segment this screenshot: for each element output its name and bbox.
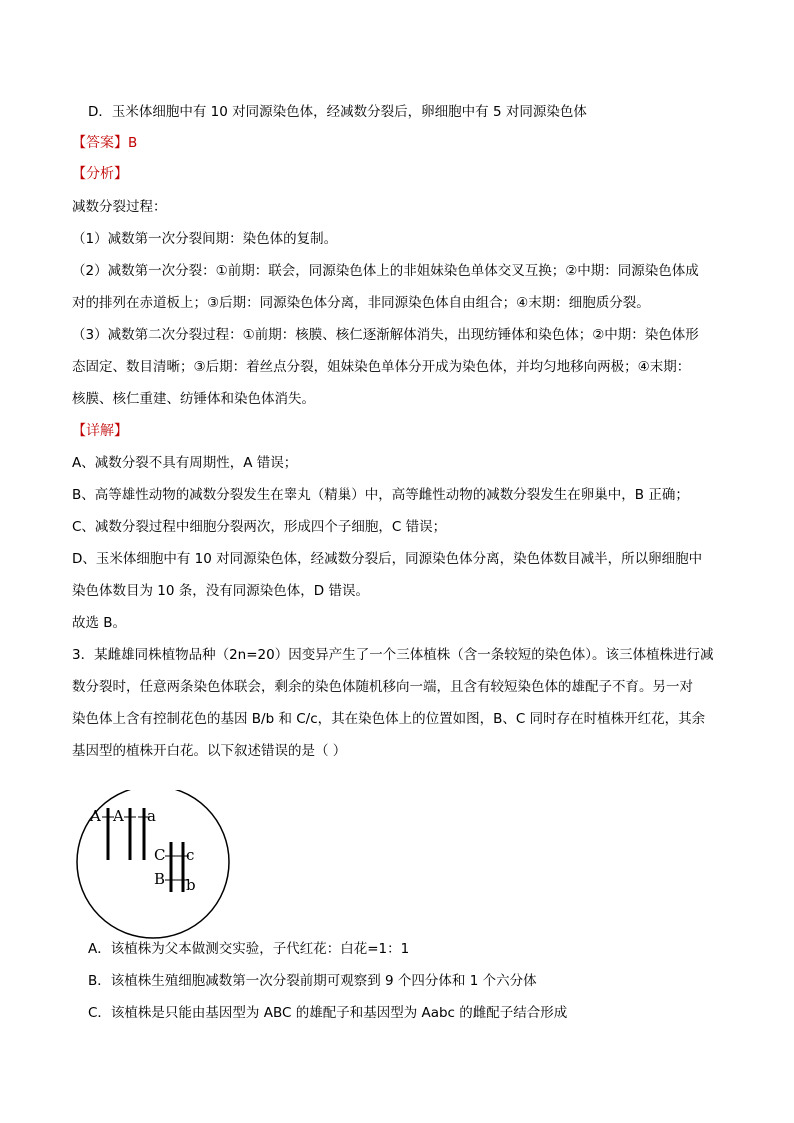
detail-tag: 【详解】 (72, 423, 128, 439)
gene-label-A1: A (90, 807, 101, 825)
detail-d-line-1: D、玉米体细胞中有 10 对同源染色体，经减数分裂后，同源染色体分离，染色体数目减半，所以卵细胞中 (72, 551, 703, 567)
detail-c: C、减数分裂过程中细胞分裂两次，形成四个子细胞，C 错误； (72, 519, 447, 535)
question-3-line-4: 基因型的植株开白花。以下叙述错误的是（ ） (72, 743, 347, 759)
answer-value: B (128, 135, 138, 151)
option-d-text: D．玉米体细胞中有 10 对同源染色体，经减数分裂后，卵细胞中有 5 对同源染色体 (88, 104, 587, 120)
gene-label-A2: A (113, 807, 124, 825)
detail-b: B、高等雄性动物的减数分裂发生在睾丸（精巢）中，高等雌性动物的减数分裂发生在卵巢中，B 正确； (72, 487, 689, 503)
answer-line (72, 134, 137, 152)
detail-a: A、减数分裂不具有周期性，A 错误； (72, 455, 298, 471)
gene-label-c: c (186, 846, 195, 864)
paragraph-2-line-2: 对的排列在赤道板上；③后期：同源染色体分离，非同源染色体自由组合；④末期：细胞质分裂。 (72, 295, 650, 311)
paragraph-3-line-3: 核膜、核仁重建、纺锤体和染色体消失。 (72, 391, 315, 407)
paragraph-3-line-2: 态固定、数目清晰；③后期：着丝点分裂，姐妹染色单体分开成为染色体，并均匀地移向两极；④末期： (72, 359, 691, 375)
detail-d-line-2: 染色体数目为 10 条，没有同源染色体，D 错误。 (72, 583, 369, 599)
analysis-tag: 【分析】 (72, 166, 128, 182)
question-3-line-3: 染色体上含有控制花色的基因 B/b 和 C/c，其在染色体上的位置如图，B、C 同时存在时植株开红花，其余 (72, 711, 706, 727)
gene-label-b: b (186, 876, 196, 894)
paragraph-2-line-1: （2）减数第一次分裂：①前期：联会，同源染色体上的非姐妹染色单体交叉互换；②中期：同源染色体成 (72, 263, 699, 279)
gene-label-B: B (154, 870, 166, 888)
paragraph-3-line-1: （3）减数第二次分裂过程：①前期：核膜、核仁逐渐解体消失，出现纺锤体和染色体；②中期：染色体形 (72, 327, 699, 343)
paragraph-1: （1）减数第一次分裂间期：染色体的复制。 (72, 231, 338, 247)
option-b: B．该植株生殖细胞减数第一次分裂前期可观察到 9 个四分体和 1 个六分体 (88, 973, 537, 989)
choose-line: 故选 B。 (72, 615, 127, 631)
question-3-line-2: 数分裂时，任意两条染色体联会，剩余的染色体随机移向一端，且含有较短染色体的雄配子不育。另一对 (72, 679, 693, 695)
chromosome-figure (70, 790, 240, 940)
gene-label-C: C (154, 846, 166, 864)
option-a: A．该植株为父本做测交实验，子代红花：白花=1：1 (88, 941, 410, 957)
process-title: 减数分裂过程： (72, 199, 167, 215)
answer-tag: 【答案】 (72, 135, 128, 151)
question-3-line-1: 3．某雌雄同株植物品种（2n=20）因变异产生了一个三体植株（含一条较短的染色体）。该三体植株进行减 (72, 647, 714, 663)
option-c: C．该植株是只能由基因型为 ABC 的雄配子和基因型为 Aabc 的雌配子结合形成 (88, 1005, 568, 1021)
gene-label-a: a (147, 807, 156, 825)
